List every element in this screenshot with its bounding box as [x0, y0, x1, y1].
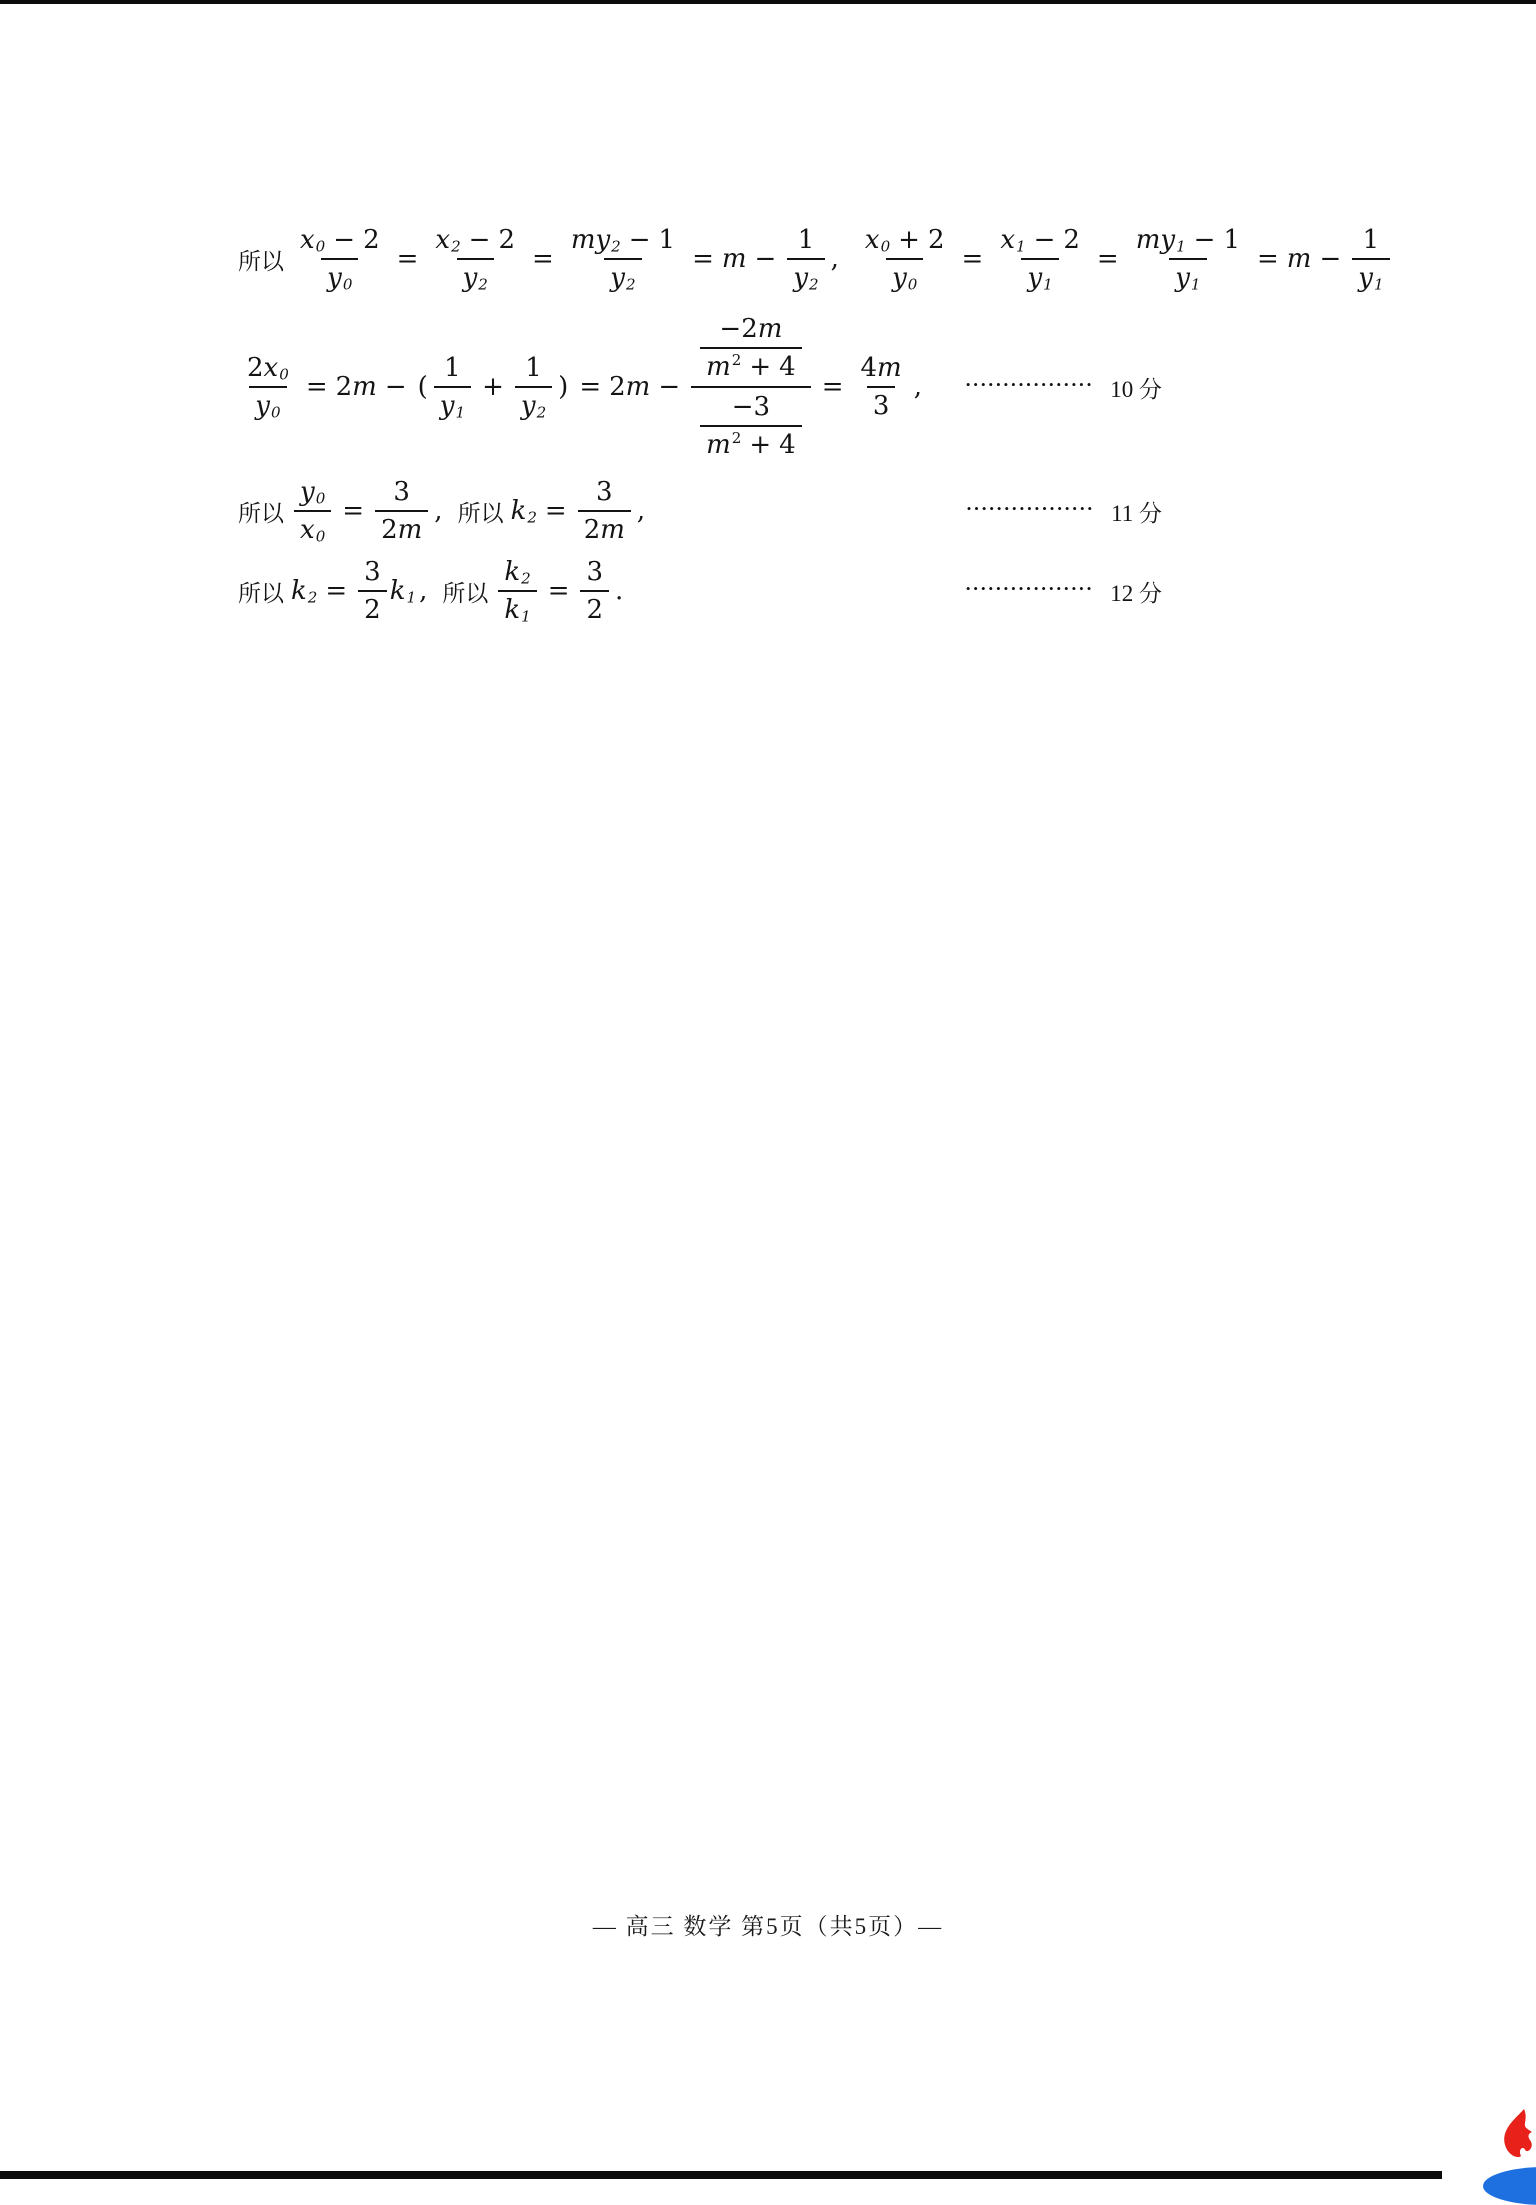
math-frac [700, 313, 802, 383]
math-op: = [579, 372, 602, 402]
math-pun: ( [417, 372, 428, 402]
math-num: 3 [872, 391, 890, 421]
formula-line [238, 312, 1162, 462]
score-marker [967, 495, 1162, 528]
math-num: 2 [583, 515, 601, 545]
math-num: 1 [525, 353, 542, 383]
math-pun: , [419, 576, 428, 606]
math-frac [580, 556, 609, 626]
math-var: y 1 [1027, 263, 1053, 294]
math-txt: 所以 [457, 500, 504, 526]
math-num: 2 [1063, 225, 1080, 255]
math-var: k 1 [389, 576, 417, 607]
math-num: 3 [596, 477, 613, 507]
math-txt: 所以 [238, 580, 284, 606]
math-op: = [692, 244, 714, 274]
math-pun: , [434, 496, 443, 526]
score-label: 12 分 [1110, 580, 1162, 606]
formula-line [238, 556, 1162, 626]
math-op: = [821, 372, 844, 402]
math-var: x 0 [263, 353, 289, 384]
math-pun: , [830, 244, 839, 274]
math-num: 2 [363, 225, 380, 255]
math-frac [241, 352, 295, 422]
math-op: − [1033, 225, 1056, 255]
math-num: −2 [719, 314, 758, 344]
math-op: + [749, 352, 772, 382]
flame-logo-icon [1500, 2108, 1536, 2160]
math-op: = [544, 496, 567, 526]
math-num: 4 [860, 353, 878, 383]
bottom-edge-bar [0, 2171, 1442, 2179]
math-num: 2 [335, 372, 353, 402]
math-op: = [532, 244, 554, 274]
math-formula [238, 224, 1393, 294]
math-var: y 2 [462, 263, 488, 294]
math-op: + [898, 225, 920, 255]
math-op: = [305, 372, 328, 402]
math-frac [358, 556, 387, 626]
math-frac [294, 476, 331, 546]
math-var: k 2 [291, 576, 318, 607]
score-marker [966, 575, 1162, 608]
math-frac [994, 224, 1086, 294]
math-txt: 所以 [238, 248, 284, 274]
math-var: y 0 [892, 263, 918, 294]
math-op: − [628, 225, 651, 255]
math-frac [565, 224, 681, 294]
math-pun: . [615, 576, 624, 606]
page-footer: — 高三 数学 第5页（共5页）— [592, 1914, 944, 1939]
math-num: 2 [586, 595, 604, 625]
math-op: = [1096, 244, 1119, 274]
math-var: y 0 [300, 477, 326, 508]
math-var: m 2 [706, 351, 742, 382]
math-var: m [721, 244, 747, 274]
math-frac [429, 224, 521, 294]
math-var: my 1 [1135, 225, 1186, 256]
math-frac [578, 476, 631, 546]
math-var: y 1 [1175, 263, 1201, 294]
math-formula [238, 556, 626, 626]
math-op: = [1257, 244, 1279, 274]
math-var: y 2 [520, 391, 547, 422]
math-frac [375, 476, 428, 546]
math-num: 1 [1362, 225, 1380, 255]
math-var: k 2 [504, 557, 531, 588]
math-var: x 0 [300, 515, 326, 546]
math-op: = [961, 244, 984, 274]
math-num: 1 [1223, 225, 1240, 255]
math-num: 2 [381, 515, 398, 545]
formula-line [238, 224, 1384, 294]
math-var: my 2 [570, 225, 621, 256]
math-formula [238, 476, 648, 546]
math-op: = [396, 244, 419, 274]
math-num: 2 [498, 225, 516, 255]
dotted-leader: ••••••••••••••••• [966, 501, 1096, 516]
math-var: m [600, 515, 625, 545]
math-op: = [342, 496, 365, 526]
math-txt: 所以 [442, 580, 489, 606]
math-num: 1 [444, 353, 461, 383]
math-num: 2 [247, 353, 264, 383]
math-num: 1 [797, 225, 815, 255]
math-var: m [397, 515, 423, 545]
math-frac [1352, 224, 1389, 294]
math-var: y 2 [793, 263, 819, 294]
math-var: y 0 [255, 391, 281, 422]
math-var: x 2 [435, 225, 461, 256]
math-num: 4 [779, 352, 796, 382]
formula-line [238, 476, 1162, 546]
top-edge-bar [0, 0, 1536, 4]
math-var: m [757, 314, 783, 344]
dotted-leader: ••••••••••••••••• [965, 581, 1095, 596]
math-var: k 1 [504, 595, 531, 626]
math-num: 2 [927, 225, 945, 255]
math-var: y 2 [610, 263, 636, 294]
math-formula [238, 312, 925, 462]
math-num: 3 [586, 557, 604, 587]
math-frac [859, 224, 951, 294]
math-frac [434, 352, 471, 422]
math-frac [498, 556, 536, 626]
math-var: x 0 [864, 225, 891, 256]
math-op: + [749, 430, 772, 460]
math-frac [294, 224, 386, 294]
math-op: − [468, 225, 491, 255]
math-op: + [482, 372, 504, 402]
math-frac [1130, 224, 1246, 294]
math-pun: , [636, 496, 646, 526]
math-op: = [325, 576, 348, 606]
math-frac [515, 352, 552, 422]
math-var: k 2 [510, 496, 537, 527]
math-var: x 0 [300, 225, 326, 256]
math-var: x 1 [1000, 225, 1026, 256]
math-var: y 1 [439, 391, 466, 422]
math-var: m [877, 353, 902, 383]
arc-logo-icon [1483, 2167, 1536, 2205]
math-pun: , [913, 372, 922, 402]
math-num: −3 [731, 392, 771, 422]
math-var: m [352, 372, 377, 402]
score-label: 10 分 [1110, 376, 1162, 402]
math-num: 4 [779, 430, 796, 460]
math-frac [787, 224, 824, 294]
math-op: − [384, 372, 407, 402]
score-marker [966, 371, 1162, 404]
math-var: y 1 [1358, 263, 1384, 294]
math-num: 1 [658, 225, 676, 255]
score-label: 11 分 [1111, 500, 1162, 526]
math-frac [691, 312, 811, 462]
solution-block [238, 224, 1384, 626]
math-num: 2 [609, 372, 626, 402]
math-frac [700, 391, 802, 461]
math-pun: ) [558, 372, 569, 402]
math-op: − [1193, 225, 1216, 255]
math-op: − [1319, 244, 1342, 274]
math-var: m 2 [706, 429, 742, 460]
math-op: = [547, 576, 570, 606]
dotted-leader: ••••••••••••••••• [965, 377, 1095, 392]
math-num: 3 [393, 477, 410, 507]
math-var: y 0 [327, 263, 353, 294]
math-txt: 所以 [238, 500, 284, 526]
math-num: 2 [364, 595, 381, 625]
math-var: m [1286, 244, 1312, 274]
math-op: − [658, 372, 681, 402]
math-op: − [754, 244, 777, 274]
math-num: 3 [364, 557, 381, 587]
math-op: − [333, 225, 356, 255]
math-frac [855, 352, 908, 422]
math-var: m [625, 372, 651, 402]
